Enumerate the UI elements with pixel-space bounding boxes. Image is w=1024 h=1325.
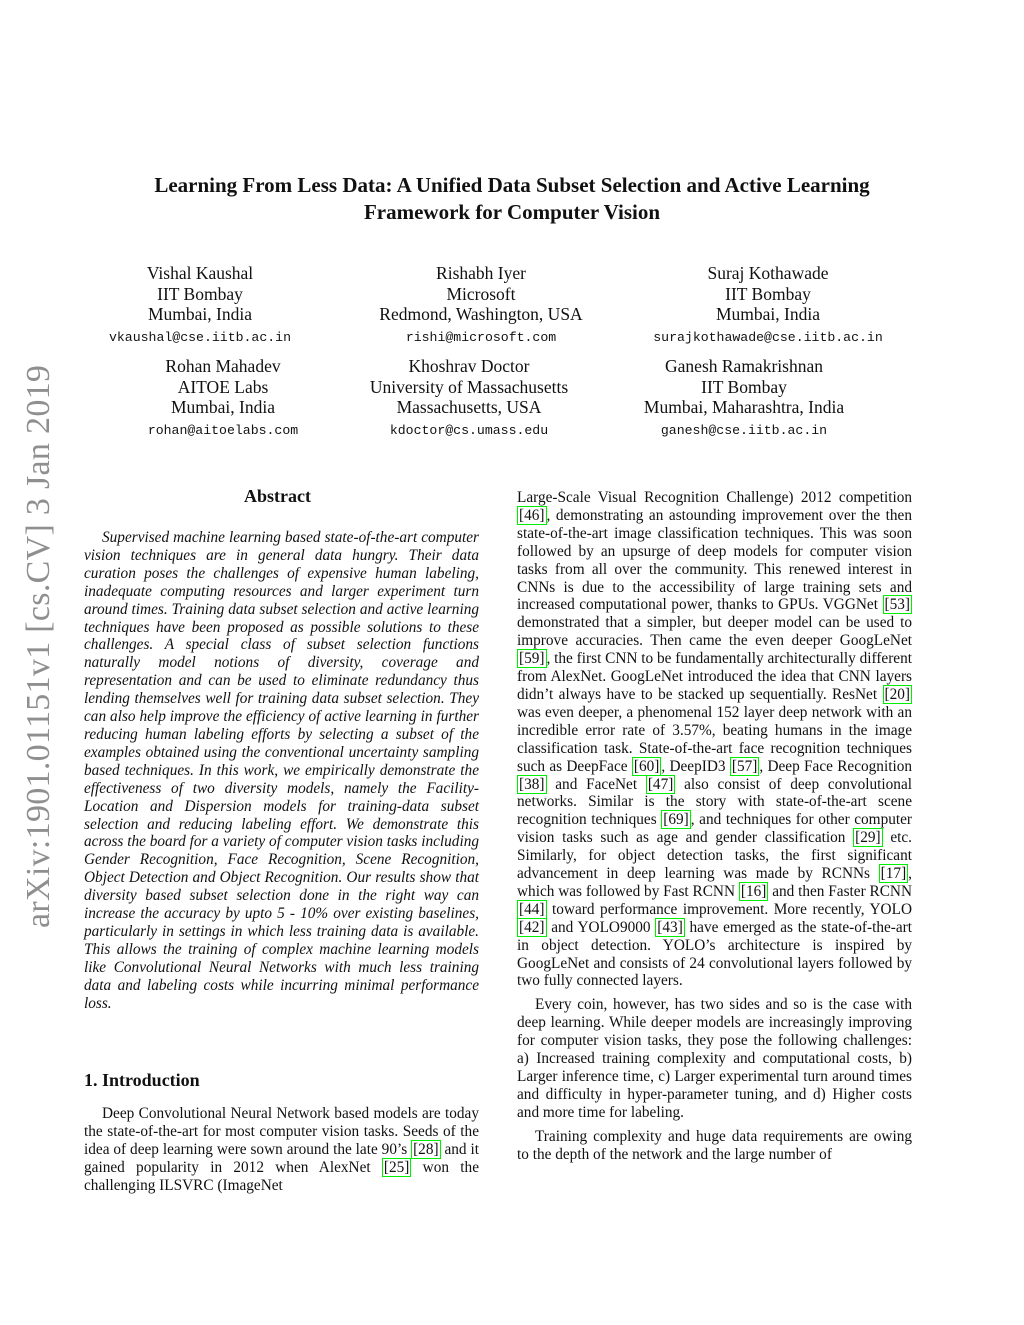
- intro-paragraph: Every coin, however, has two sides and so is the case with deep learning. While deeper models are increasingly improving for computer vision tasks, they pose the following challenges: a) Increased training complexity and computational costs, b) Larger inference time, c) Larger experimental turn around times and difficulty in hyper-parameter tuning, and d) Higher costs and more time for labeling.: [517, 996, 912, 1121]
- citation-link[interactable]: [29]: [855, 829, 881, 847]
- author-email[interactable]: vkaushal@cse.iitb.ac.in: [108, 329, 292, 345]
- citation-link[interactable]: [47]: [647, 775, 674, 793]
- citation-link[interactable]: [42]: [519, 918, 545, 936]
- intro-left-column: [84, 1105, 479, 1195]
- author-email[interactable]: surajkothawade@cse.iitb.ac.in: [653, 329, 883, 345]
- author-location: Mumbai, India: [170, 397, 275, 417]
- citation-link[interactable]: [28]: [413, 1140, 439, 1158]
- author-affiliation: AITOE Labs: [177, 376, 269, 397]
- author-affiliation: University of Massachusetts: [369, 376, 569, 397]
- citation-link[interactable]: [59]: [519, 650, 545, 668]
- text-run: Large-Scale Visual Recognition Challenge) 2012 competition: [517, 489, 912, 506]
- text-run: toward performance improvement. More recently, YOLO: [546, 900, 912, 918]
- author-name: Ganesh Ramakrishnan: [665, 356, 823, 376]
- author-block: [350, 263, 612, 348]
- arxiv-stamp: arXiv:1901.01151v1 [cs.CV] 3 Jan 2019: [20, 364, 57, 928]
- text-run: and FaceNet: [546, 775, 646, 793]
- text-run: and then Faster RCNN: [768, 882, 912, 900]
- text-run: , demonstrating an astounding improvement over the then state-of-the-art image classification techniques. This was soon followed by an upsurge of deep models for computer vision tasks from all over the community. This renewed interest in CNNs is due to the accessibility of large training sets and increased computational power, thanks to GPUs. VGGNet: [517, 506, 912, 614]
- intro-paragraph: [84, 1105, 479, 1195]
- text-run: , which was followed by Fast RCNN: [517, 865, 912, 900]
- author-email[interactable]: rohan@aitoelabs.com: [147, 422, 299, 438]
- section-heading-introduction: 1. Introduction: [84, 1070, 200, 1090]
- citation-link[interactable]: [53]: [884, 596, 910, 614]
- text-run: Deep Convolutional Neural Network based models are today the state-of-the-art for most computer vision tasks. Seeds of the idea of deep learning were sown around the late 90’s: [84, 1105, 479, 1158]
- author-block: [622, 356, 866, 441]
- text-run: , the first CNN to be fundamentally architecturally different from AlexNet. GoogLeNet introduced the idea that CNN layers didn’t always have to be stacked up sequentially. ResNet: [517, 650, 912, 703]
- author-location: Redmond, Washington, USA: [379, 304, 583, 324]
- text-run: was even deeper, a phenomenal 152 layer deep network with an incredible error rate of 3.57%, beating humans in the image classification task. State-of-the-art face recognition techniques such as DeepFace: [517, 703, 912, 775]
- citation-link[interactable]: [17]: [880, 865, 907, 883]
- title-line-1: Learning From Less Data: A Unified Data Subset Selection and Active Learning: [154, 173, 870, 197]
- author-name: Rohan Mahadev: [165, 356, 281, 376]
- author-name: Suraj Kothawade: [707, 263, 829, 283]
- text-run: have emerged as the state-of-the-art in object detection. YOLO’s architecture is inspired by GoogLeNet and consists of 24 convolutional layers followed by two fully connected layers.: [517, 918, 913, 990]
- citation-link[interactable]: [38]: [519, 775, 545, 793]
- author-affiliation: Microsoft: [446, 283, 516, 304]
- author-location: Massachusetts, USA: [396, 397, 542, 417]
- author-name: Vishal Kaushal: [146, 263, 254, 283]
- text-run: , Deep Face Recognition: [759, 757, 912, 775]
- intro-paragraph: Training complexity and huge data requirements are owing to the depth of the network and the large number of: [517, 1127, 912, 1163]
- citation-link[interactable]: [20]: [884, 685, 910, 703]
- author-block: [346, 356, 592, 441]
- citation-link[interactable]: [43]: [657, 918, 683, 936]
- text-run: etc. Similarly, for object detection tasks, the first significant advancement in deep learning was made by RCNNs: [517, 829, 912, 883]
- author-location: Mumbai, India: [147, 304, 252, 324]
- author-name: Khoshrav Doctor: [408, 356, 530, 376]
- citation-link[interactable]: [16]: [740, 882, 767, 900]
- title-line-2: Framework for Computer Vision: [363, 200, 661, 224]
- author-email[interactable]: rishi@microsoft.com: [405, 329, 557, 345]
- author-location: Mumbai, India: [715, 304, 820, 324]
- text-run: and it gained popularity in 2012 when AlexNet: [84, 1140, 479, 1176]
- citation-link[interactable]: [44]: [519, 900, 545, 918]
- text-run: won the challenging ILSVRC (ImageNet: [84, 1158, 479, 1194]
- intro-paragraph: [517, 489, 912, 990]
- author-email[interactable]: ganesh@cse.iitb.ac.in: [660, 422, 828, 438]
- abstract-text: Supervised machine learning based state-of-the-art computer vision techniques are in general data hungry. Their data curation poses the challenges of expensive human labeling, inadequate computing resources and larger experiment turn around times. Training data subset selection and active learning techniques have been proposed as possible solutions to these challenges. A special class of subset selection functions naturally model notions of diversity, coverage and representation and can be used to eliminate redundancy thus lending themselves well for training data subset selection. They can also help improve the efficiency of active learning in further reducing human labeling efforts by selecting a subset of the examples obtained using the conventional uncertainty sampling based techniques. In this work, we empirically demonstrate the effectiveness of two diversity models, namely the Facility-Location and Dispersion models for training-data subset selection and reducing labeling effort. We demonstrate this across the board for a variety of computer vision tasks including Gender Recognition, Face Recognition, Scene Recognition, Object Detection and Object Recognition. Our results show that diversity based subset selection done in the right way can increase the accuracy by upto 5 - 10% over existing baselines, particularly in settings in which less training data is available. This allows the training of complex machine learning models like Convolutional Neural Networks with much less training data and labeling costs while incurring minimal performance loss.: [84, 529, 479, 1012]
- author-affiliation: IIT Bombay: [725, 283, 811, 304]
- text-run: , and techniques for other computer vision tasks such as age and gender classification: [517, 811, 913, 847]
- author-block: [630, 263, 906, 348]
- author-block: [120, 356, 326, 441]
- citation-link[interactable]: [69]: [663, 811, 689, 829]
- abstract-heading: Abstract: [244, 486, 311, 506]
- author-location: Mumbai, Maharashtra, India: [643, 397, 845, 417]
- citation-link[interactable]: [25]: [383, 1158, 410, 1176]
- text-run: also consist of deep convolutional networks. Similar is the story with state-of-the-art scene recognition techniques: [517, 775, 912, 829]
- paper-title: [60, 172, 964, 226]
- author-block: [90, 263, 310, 348]
- abstract-body: [84, 529, 479, 1012]
- text-run: and YOLO9000: [546, 918, 656, 936]
- citation-link[interactable]: [60]: [633, 757, 660, 775]
- text-run: demonstrated that a simpler, but deeper model can be used to improve accuracies. Then came the even deeper GoogLeNet: [517, 614, 912, 650]
- text-run: , DeepID3: [661, 757, 730, 775]
- author-email[interactable]: kdoctor@cs.umass.edu: [389, 422, 549, 438]
- citation-link[interactable]: [46]: [519, 506, 545, 524]
- right-column: [517, 489, 912, 1164]
- author-name: Rishabh Iyer: [436, 263, 526, 283]
- author-affiliation: IIT Bombay: [157, 283, 243, 304]
- citation-link[interactable]: [57]: [731, 757, 758, 775]
- author-affiliation: IIT Bombay: [701, 376, 787, 397]
